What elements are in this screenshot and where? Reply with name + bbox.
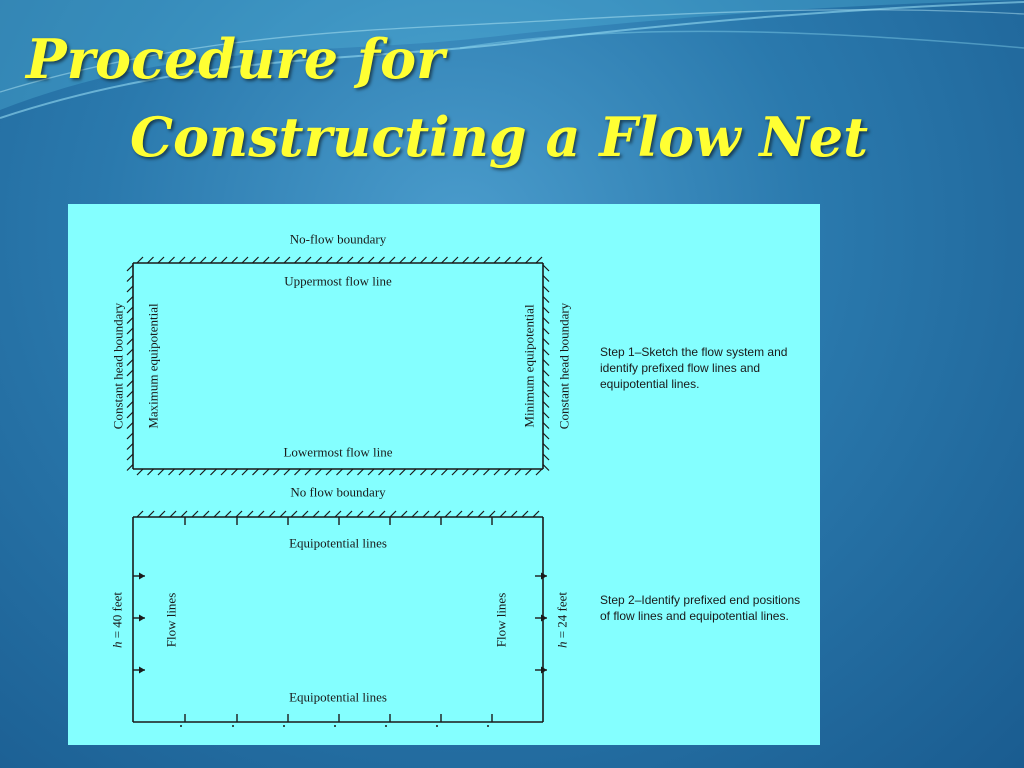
panel2-bottom-dot <box>487 725 489 727</box>
panel1-left-hatch <box>127 412 133 418</box>
panel1-bottom-hatch <box>179 469 185 475</box>
panel1-left-hatch <box>127 349 133 355</box>
panel1-right-hatch <box>543 391 549 397</box>
panel1-left-hatch <box>127 402 133 408</box>
panel1-bottom-hatch <box>211 469 217 475</box>
panel1-bottom-hatch <box>148 469 154 475</box>
panel1-top-hatch <box>284 257 290 263</box>
panel2-bottom-dot <box>232 725 234 727</box>
panel1-right-hatch <box>543 402 549 408</box>
panel2-top-hatch <box>148 511 154 517</box>
panel1-top-hatch <box>389 257 395 263</box>
panel2-top-hatch <box>137 511 143 517</box>
flow-lines-right-label: Flow lines <box>493 592 509 648</box>
panel1-top-hatch <box>169 257 175 263</box>
flow-arrow-right-head <box>541 573 547 580</box>
constant-head-boundary-right-label: Constant head boundary <box>556 302 572 430</box>
panel1-top-hatch <box>379 257 385 263</box>
panel1-bottom-hatch <box>368 469 374 475</box>
panel1-right-hatch <box>543 370 549 376</box>
panel1-top-hatch <box>200 257 206 263</box>
panel1-bottom-hatch <box>337 469 343 475</box>
panel1-right-hatch <box>543 349 549 355</box>
panel2-top-hatch <box>500 511 506 517</box>
panel2-top-hatch <box>412 511 418 517</box>
panel2-top-hatch <box>511 511 517 517</box>
panel2-top-hatch <box>423 511 429 517</box>
panel2-top-hatch <box>236 511 242 517</box>
panel1-left-hatch <box>127 454 133 460</box>
panel1-right-hatch <box>543 276 549 282</box>
panel1-top-hatch <box>421 257 427 263</box>
panel1-right-hatch <box>543 339 549 345</box>
panel2-top-hatch <box>489 511 495 517</box>
panel1-left-hatch <box>127 286 133 292</box>
panel1-left-hatch <box>127 370 133 376</box>
head-symbol-right: h <box>554 641 570 649</box>
panel1-bottom-hatch <box>232 469 238 475</box>
panel2-bottom-dot <box>180 725 182 727</box>
panel1-bottom-hatch <box>484 469 490 475</box>
panel1-bottom-hatch <box>274 469 280 475</box>
panel1-left-hatch <box>127 391 133 397</box>
uppermost-flow-line-label: Uppermost flow line <box>284 273 392 289</box>
panel1-left-hatch <box>127 339 133 345</box>
flow-net-figure <box>68 204 820 745</box>
panel2-top-hatch <box>214 511 220 517</box>
panel1-bottom-hatch <box>221 469 227 475</box>
panel2-top-hatch <box>280 511 286 517</box>
step-1-text: Step 1–Sketch the flow system and identify prefixed flow lines and equipotential lines. <box>600 345 788 391</box>
panel2-top-hatch <box>203 511 209 517</box>
panel1-top-hatch <box>494 257 500 263</box>
panel1-right-hatch <box>543 444 549 450</box>
panel2-top-hatch <box>346 511 352 517</box>
flow-arrow-right-head <box>541 615 547 622</box>
panel2-top-hatch <box>522 511 528 517</box>
panel1-bottom-hatch <box>473 469 479 475</box>
panel1-top-hatch <box>431 257 437 263</box>
flow-arrow-left-head <box>139 573 145 580</box>
head-40-feet-label <box>111 592 124 648</box>
panel1-top-hatch <box>368 257 374 263</box>
head-value-right: = 24 feet <box>554 591 570 642</box>
panel2-top-hatch <box>159 511 165 517</box>
panel1-bottom-hatch <box>347 469 353 475</box>
panel1-top-hatch <box>358 257 364 263</box>
panel1-bottom-hatch <box>137 469 143 475</box>
panel1-right-hatch <box>543 318 549 324</box>
panel1-top-hatch <box>442 257 448 263</box>
panel1-top-hatch <box>410 257 416 263</box>
panel1-right-hatch <box>543 328 549 334</box>
flow-arrow-left-head <box>139 615 145 622</box>
panel1-bottom-hatch <box>410 469 416 475</box>
panel1-bottom-hatch <box>358 469 364 475</box>
panel1-right-hatch <box>543 297 549 303</box>
panel1-right-hatch <box>543 286 549 292</box>
equipotential-lines-bottom-label: Equipotential lines <box>289 689 387 705</box>
panel1-top-hatch <box>179 257 185 263</box>
flow-arrow-left-head <box>139 667 145 674</box>
panel1-top-hatch <box>326 257 332 263</box>
panel1-top-hatch <box>515 257 521 263</box>
panel1-left-hatch <box>127 265 133 271</box>
panel1-bottom-hatch <box>158 469 164 475</box>
panel1-left-hatch <box>127 307 133 313</box>
panel1-left-hatch <box>127 433 133 439</box>
panel1-bottom-hatch <box>379 469 385 475</box>
panel1-top-hatch <box>484 257 490 263</box>
step-2-text: Step 2–Identify prefixed end positions of flow lines and equipotential lines. <box>600 593 801 623</box>
constant-head-boundary-left-label: Constant head boundary <box>110 302 126 430</box>
panel2-top-hatch <box>456 511 462 517</box>
panel1-right-hatch <box>543 454 549 460</box>
panel2-bottom-dot <box>334 725 336 727</box>
equipotential-lines-top-label: Equipotential lines <box>289 535 387 551</box>
maximum-equipotential-label: Maximum equipotential <box>145 303 161 429</box>
head-symbol-left: h <box>109 641 125 649</box>
panel1-top-hatch <box>190 257 196 263</box>
panel1-bottom-hatch <box>505 469 511 475</box>
panel1-left-hatch <box>127 328 133 334</box>
flow-lines-left-label: Flow lines <box>163 592 179 648</box>
panel1-bottom-hatch <box>316 469 322 475</box>
panel1-top-hatch <box>232 257 238 263</box>
panel1-left-hatch <box>127 423 133 429</box>
panel1-top-hatch <box>473 257 479 263</box>
no-flow-boundary-top-label: No-flow boundary <box>289 231 387 247</box>
panel1-top-hatch <box>452 257 458 263</box>
panel1-bottom-hatch <box>452 469 458 475</box>
panel1-left-hatch <box>127 444 133 450</box>
panel1-top-hatch <box>305 257 311 263</box>
panel1-right-hatch <box>543 265 549 271</box>
panel1-bottom-hatch <box>463 469 469 475</box>
panel1-top-hatch <box>274 257 280 263</box>
panel2-top-hatch <box>170 511 176 517</box>
panel2-top-hatch <box>390 511 396 517</box>
panel2-top-hatch <box>258 511 264 517</box>
panel2-top-hatch <box>313 511 319 517</box>
panel1-left-hatch <box>127 297 133 303</box>
panel1-bottom-hatch <box>515 469 521 475</box>
panel2-top-hatch <box>401 511 407 517</box>
panel1-right-hatch <box>543 381 549 387</box>
panel1-left-hatch <box>127 360 133 366</box>
panel1-bottom-hatch <box>421 469 427 475</box>
panel1-right-hatch <box>543 465 549 471</box>
panel1-right-hatch <box>543 412 549 418</box>
panel1-bottom-hatch <box>190 469 196 475</box>
flow-arrow-right-head <box>541 667 547 674</box>
panel2-top-hatch <box>445 511 451 517</box>
panel1-bottom-hatch <box>284 469 290 475</box>
panel1-top-hatch <box>400 257 406 263</box>
head-value-left: = 40 feet <box>109 591 125 642</box>
panel1-bottom-hatch <box>305 469 311 475</box>
panel1-top-hatch <box>137 257 143 263</box>
panel1-bottom-hatch <box>200 469 206 475</box>
panel1-top-hatch <box>211 257 217 263</box>
lowermost-flow-line-label: Lowermost flow line <box>283 444 393 460</box>
panel1-left-hatch <box>127 381 133 387</box>
panel1-bottom-hatch <box>295 469 301 475</box>
panel1-top-hatch <box>316 257 322 263</box>
head-24-feet-label <box>556 592 569 648</box>
panel1-left-hatch <box>127 318 133 324</box>
panel2-bottom-dot <box>283 725 285 727</box>
panel2-top-hatch <box>269 511 275 517</box>
panel1-top-hatch <box>505 257 511 263</box>
panel1-bottom-hatch <box>263 469 269 475</box>
panel1-top-hatch <box>242 257 248 263</box>
panel1-top-hatch <box>221 257 227 263</box>
panel1-bottom-hatch <box>169 469 175 475</box>
panel1-bottom-hatch <box>494 469 500 475</box>
panel1-bottom-hatch <box>431 469 437 475</box>
panel1-top-hatch <box>536 257 542 263</box>
minimum-equipotential-label: Minimum equipotential <box>521 304 537 428</box>
panel1-top-hatch <box>347 257 353 263</box>
panel1-left-hatch <box>127 276 133 282</box>
panel2-top-hatch <box>379 511 385 517</box>
flow-net-drawing <box>68 204 820 745</box>
panel1-right-hatch <box>543 423 549 429</box>
panel1-top-hatch <box>295 257 301 263</box>
panel1-bottom-hatch <box>326 469 332 475</box>
panel2-top-hatch <box>181 511 187 517</box>
panel1-right-hatch <box>543 307 549 313</box>
panel1-bottom-hatch <box>253 469 259 475</box>
panel2-top-hatch <box>434 511 440 517</box>
panel1-top-hatch <box>158 257 164 263</box>
panel1-bottom-hatch <box>389 469 395 475</box>
panel2-top-hatch <box>302 511 308 517</box>
panel1-top-hatch <box>148 257 154 263</box>
panel2-top-hatch <box>247 511 253 517</box>
panel1-bottom-hatch <box>442 469 448 475</box>
panel1-right-hatch <box>543 360 549 366</box>
panel1-bottom-hatch <box>400 469 406 475</box>
panel2-top-hatch <box>225 511 231 517</box>
panel2-top-hatch <box>467 511 473 517</box>
panel1-right-hatch <box>543 433 549 439</box>
panel2-top-hatch <box>335 511 341 517</box>
panel1-bottom-hatch <box>526 469 532 475</box>
panel2-top-hatch <box>192 511 198 517</box>
no-flow-boundary-mid-label: No flow boundary <box>290 484 386 500</box>
panel1-bottom-hatch <box>536 469 542 475</box>
panel1-top-hatch <box>526 257 532 263</box>
slide-title-line-1: Procedure for <box>26 27 445 91</box>
panel2-top-hatch <box>478 511 484 517</box>
panel2-top-hatch <box>324 511 330 517</box>
panel2-top-hatch <box>533 511 539 517</box>
panel2-bottom-dot <box>385 725 387 727</box>
panel1-left-hatch <box>127 465 133 471</box>
panel1-top-hatch <box>463 257 469 263</box>
panel1-top-hatch <box>253 257 259 263</box>
panel1-top-hatch <box>337 257 343 263</box>
panel2-top-hatch <box>291 511 297 517</box>
panel2-bottom-dot <box>436 725 438 727</box>
slide-title-line-2: Constructing a Flow Net <box>130 105 869 169</box>
panel1-top-hatch <box>263 257 269 263</box>
panel1-bottom-hatch <box>242 469 248 475</box>
panel2-top-hatch <box>357 511 363 517</box>
panel2-top-hatch <box>368 511 374 517</box>
